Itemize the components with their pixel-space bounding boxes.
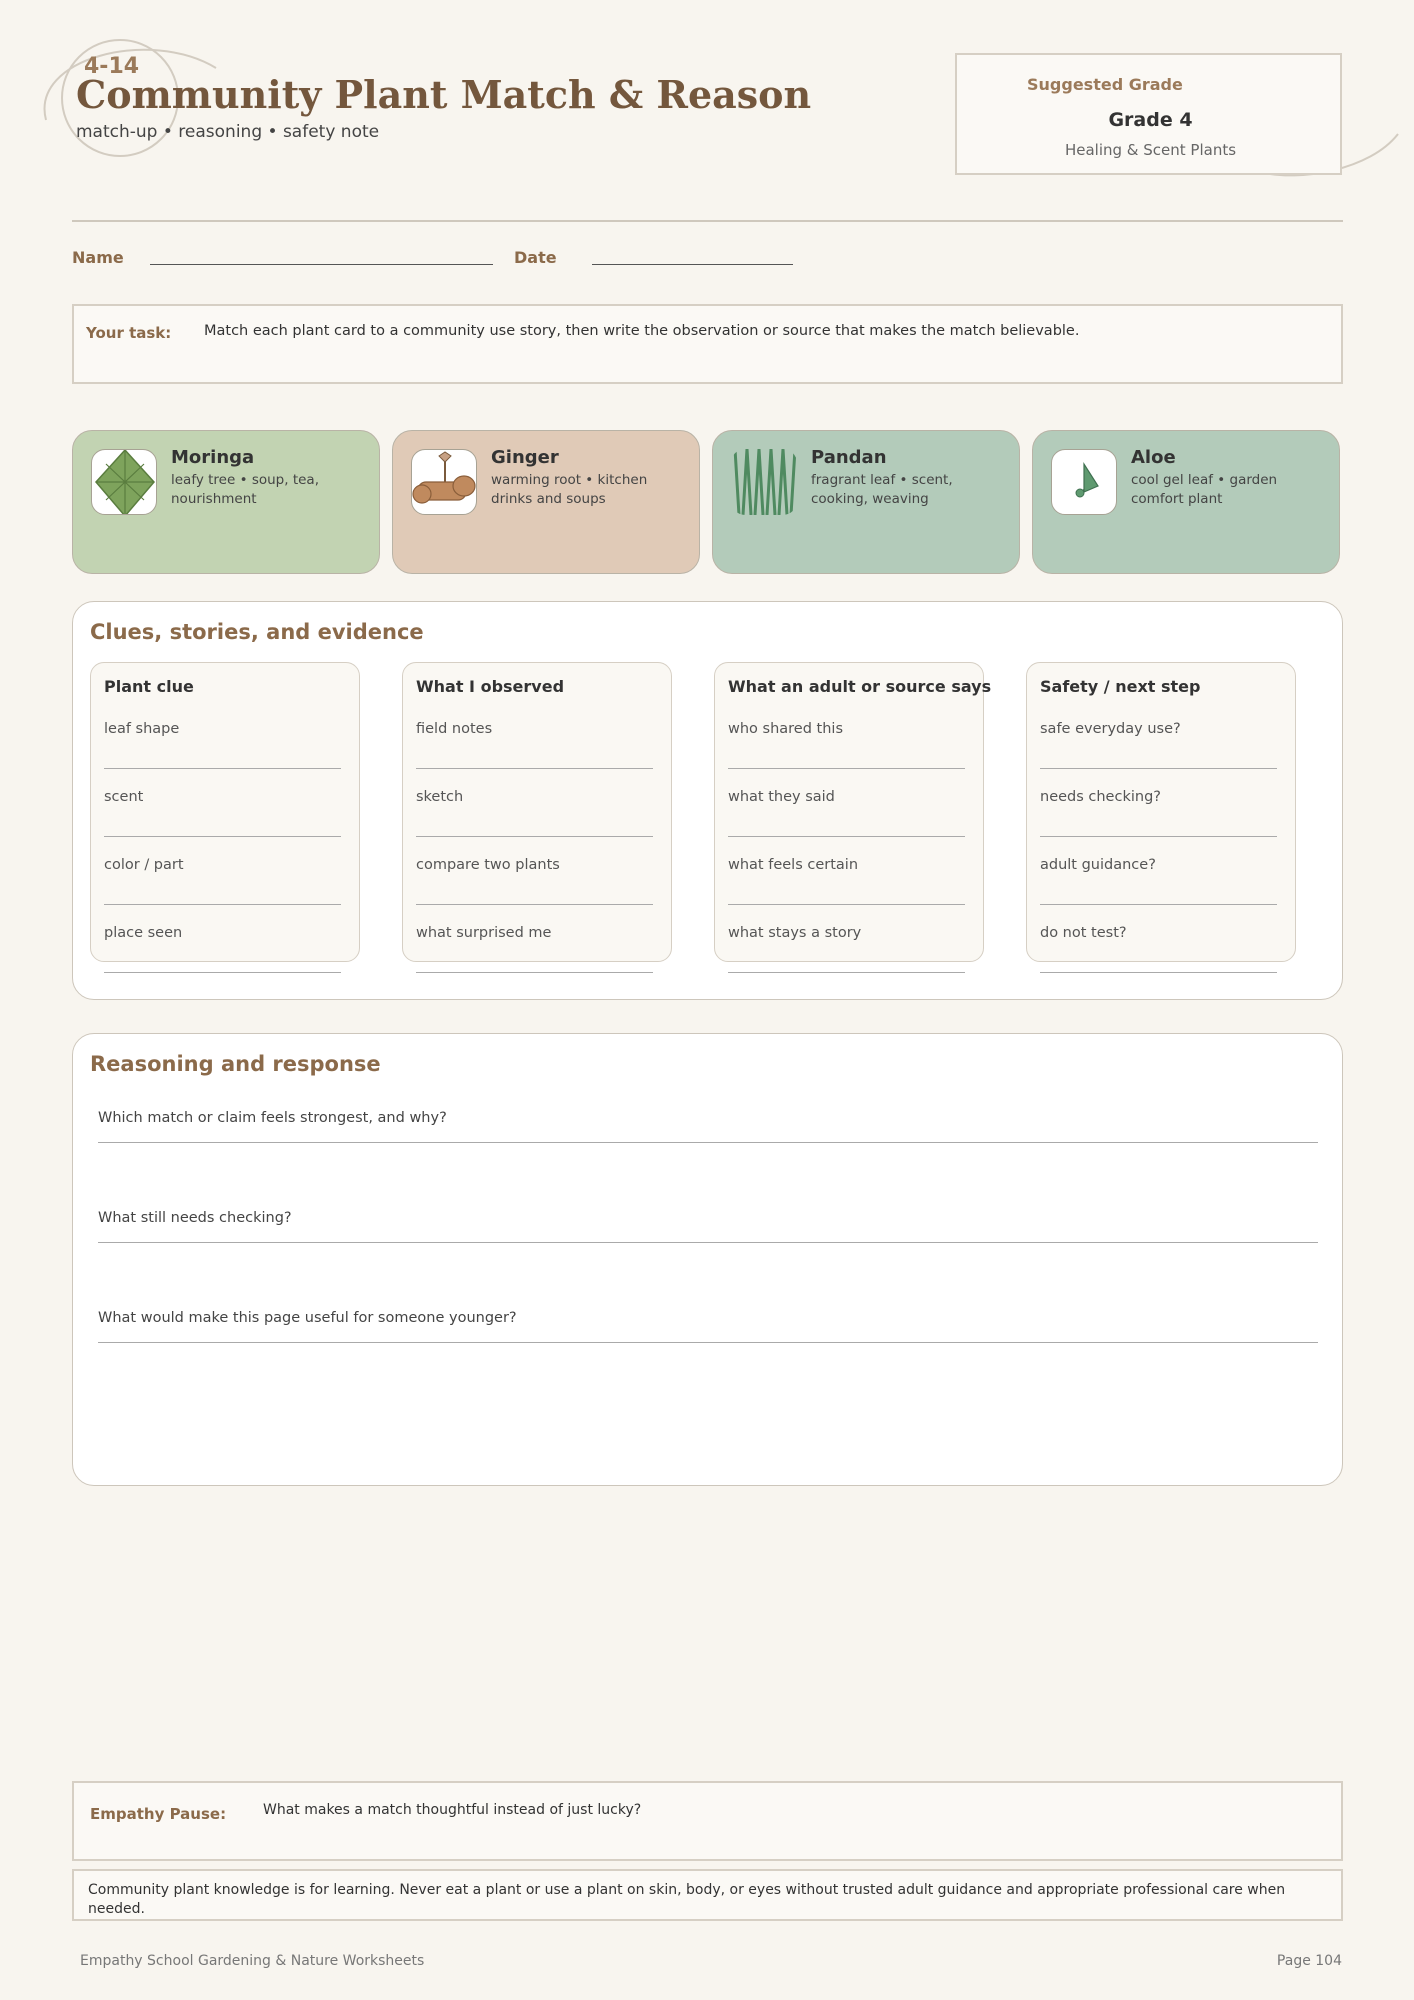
- answer-line[interactable]: [416, 904, 653, 905]
- response-line[interactable]: [98, 1242, 1318, 1243]
- safety-note-box: [72, 1869, 1343, 1921]
- name-label: Name: [72, 248, 124, 267]
- answer-line[interactable]: [416, 972, 653, 973]
- worksheet-code: 4-14: [84, 54, 140, 79]
- pandan-leaves-icon: [731, 449, 797, 515]
- task-box: [72, 304, 1343, 384]
- answer-line[interactable]: [104, 836, 341, 837]
- clue-item: adult guidance?: [1040, 857, 1156, 873]
- clues-title: Clues, stories, and evidence: [90, 620, 424, 644]
- clue-item: place seen: [104, 925, 183, 941]
- page-title: Community Plant Match & Reason: [76, 72, 812, 117]
- header-divider: [72, 220, 1343, 222]
- date-line[interactable]: [592, 264, 793, 265]
- footer-series: Empathy School Gardening & Nature Worksheets: [80, 1953, 425, 1969]
- safety-note: Community plant knowledge is for learning. Never eat a plant or use a plant on skin, body, or eyes without trusted adult guidance and appropriate professional care when needed.: [88, 1882, 1286, 1917]
- empathy-pause-box: [72, 1781, 1343, 1861]
- clue-item: what surprised me: [416, 925, 552, 941]
- card-description: cool gel leaf • garden comfort plant: [1131, 472, 1278, 507]
- card-name: Aloe: [1131, 447, 1176, 468]
- answer-line[interactable]: [104, 768, 341, 769]
- clue-item: what stays a story: [728, 925, 862, 941]
- response-line[interactable]: [98, 1342, 1318, 1343]
- column-heading: Safety / next step: [1040, 677, 1201, 696]
- clue-item: what they said: [728, 789, 835, 805]
- response-line[interactable]: [98, 1142, 1318, 1143]
- card-name: Moringa: [171, 447, 255, 468]
- clue-item: field notes: [416, 721, 493, 737]
- plant-card-aloe: [1032, 430, 1340, 574]
- clue-item: safe everyday use?: [1040, 721, 1181, 737]
- answer-line[interactable]: [104, 972, 341, 973]
- answer-line[interactable]: [1040, 972, 1277, 973]
- grade-label: Suggested Grade: [1027, 75, 1183, 94]
- question-text: What still needs checking?: [98, 1210, 292, 1226]
- empathy-text: What makes a match thoughtful instead of just lucky?: [263, 1802, 642, 1818]
- grade-topic: Healing & Scent Plants: [1064, 141, 1237, 159]
- answer-line[interactable]: [728, 972, 965, 973]
- clue-item: do not test?: [1040, 925, 1127, 941]
- clue-item: sketch: [416, 789, 464, 805]
- plant-card-ginger: [392, 430, 700, 574]
- aloe-icon: [1051, 449, 1117, 515]
- page-number: Page 104: [1276, 1953, 1342, 1969]
- answer-line[interactable]: [416, 768, 653, 769]
- clue-item: needs checking?: [1040, 789, 1161, 805]
- empathy-label: Empathy Pause:: [90, 1805, 227, 1823]
- answer-line[interactable]: [728, 836, 965, 837]
- clues-panel: [72, 601, 1343, 1000]
- task-text: Match each plant card to a community use story, then write the observation or source that makes the match believable.: [204, 323, 1080, 339]
- clue-item: compare two plants: [416, 857, 560, 873]
- question-text: What would make this page useful for someone younger?: [98, 1310, 517, 1326]
- date-label: Date: [514, 248, 557, 267]
- clue-item: who shared this: [728, 721, 843, 737]
- column-safety-next-step: [1026, 662, 1296, 962]
- answer-line[interactable]: [104, 904, 341, 905]
- card-name: Ginger: [491, 447, 559, 468]
- column-adult-or-source: [714, 662, 992, 962]
- column-heading: What an adult or source says: [728, 677, 992, 696]
- name-line[interactable]: [150, 264, 493, 265]
- ginger-root-icon: [411, 449, 477, 515]
- grade-value: Grade 4: [1108, 109, 1193, 131]
- answer-line[interactable]: [728, 904, 965, 905]
- card-description: fragrant leaf • scent, cooking, weaving: [811, 472, 953, 507]
- answer-line[interactable]: [1040, 768, 1277, 769]
- card-description: warming root • kitchen drinks and soups: [491, 472, 648, 507]
- page-subtitle: match-up • reasoning • safety note: [76, 122, 380, 142]
- clue-item: what feels certain: [728, 857, 859, 873]
- column-heading: Plant clue: [104, 677, 194, 696]
- column-what-i-observed: [402, 662, 672, 962]
- clue-item: scent: [104, 789, 144, 805]
- task-label: Your task:: [86, 324, 172, 342]
- reasoning-panel: [72, 1033, 1343, 1486]
- plant-card-moringa: [72, 430, 380, 574]
- grade-box: [955, 53, 1342, 175]
- clue-item: leaf shape: [104, 721, 180, 737]
- answer-line[interactable]: [1040, 836, 1277, 837]
- clue-item: color / part: [104, 857, 184, 873]
- answer-line[interactable]: [728, 768, 965, 769]
- column-plant-clue: [90, 662, 360, 962]
- card-name: Pandan: [811, 447, 887, 468]
- card-description: leafy tree • soup, tea, nourishment: [171, 472, 319, 507]
- question-text: Which match or claim feels strongest, and why?: [98, 1110, 447, 1126]
- answer-line[interactable]: [416, 836, 653, 837]
- answer-line[interactable]: [1040, 904, 1277, 905]
- reasoning-title: Reasoning and response: [90, 1052, 381, 1076]
- plant-card-pandan: [712, 430, 1020, 574]
- moringa-leaf-icon: [91, 449, 157, 515]
- column-heading: What I observed: [416, 677, 565, 696]
